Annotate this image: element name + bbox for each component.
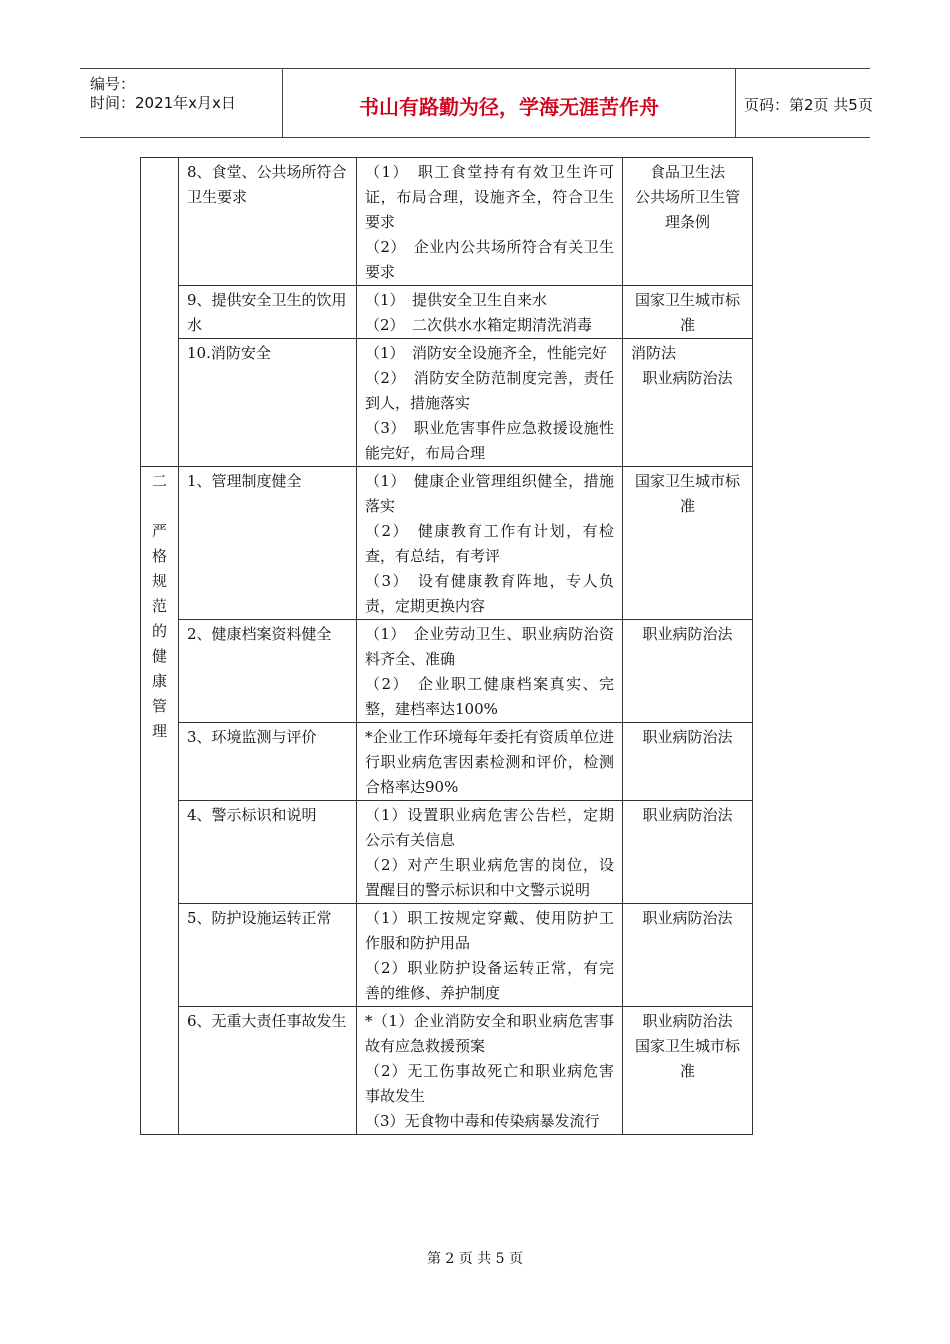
standards-table: [140, 157, 753, 1135]
table-row: [141, 620, 753, 723]
item-cell: 8、食堂、公共场所符合卫生要求: [179, 158, 357, 286]
requirement-line: （3） 设有健康教育阵地，专人负责，定期更换内容: [365, 572, 614, 615]
category-cell-1: [141, 158, 179, 467]
requirement-line: （3） 职业危害事件应急救援设施性能完好，布局合理: [365, 419, 614, 462]
requirement-line: （1）职工按规定穿戴、使用防护工作服和防护用品: [365, 909, 614, 952]
requirement-line: （1） 消防安全设施齐全，性能完好: [365, 344, 608, 362]
requirement-line: （3）无食物中毒和传染病暴发流行: [365, 1112, 600, 1130]
requirement-cell: [357, 904, 623, 1007]
requirement-line: （2） 企业职工健康档案真实、完整，建档率达100%: [365, 675, 614, 718]
requirement-cell: [357, 158, 623, 286]
law-cell: [623, 723, 753, 801]
law-name: 国家卫生城市标准: [634, 1037, 740, 1080]
header-page-number: 页码：第2页 共5页: [744, 96, 873, 114]
law-name: 国家卫生城市标准: [634, 291, 740, 334]
law-name: 职业病防治法: [642, 1012, 733, 1030]
category-char: 管: [151, 697, 167, 715]
requirement-line: （2）对产生职业病危害的岗位，设置醒目的警示标识和中文警示说明: [365, 856, 614, 899]
law-name: 职业病防治法: [642, 909, 733, 927]
requirement-cell: [357, 286, 623, 339]
table-row: [141, 801, 753, 904]
law-cell: [623, 1007, 753, 1135]
law-cell: [623, 904, 753, 1007]
requirement-line: （1）设置职业病危害公告栏，定期公示有关信息: [365, 806, 614, 849]
category-char: 格: [151, 547, 167, 565]
page-footer: 第 2 页 共 5 页: [426, 1251, 524, 1267]
requirement-line: *企业工作环境每年委托有资质单位进行职业病危害因素检测和评价，检测合格率达90%: [365, 728, 614, 796]
law-cell: [623, 158, 753, 286]
header-page-cell: [734, 69, 873, 137]
requirement-cell: [357, 723, 623, 801]
document-time-label: 时间：2021年x月x日: [90, 94, 236, 112]
item-cell: 1、管理制度健全: [179, 467, 357, 620]
law-name: 职业病防治法: [642, 806, 733, 824]
requirement-line: *（1）企业消防安全和职业病危害事故有应急救援预案: [365, 1012, 614, 1055]
law-cell: [623, 467, 753, 620]
category-char: [145, 494, 174, 519]
table-row: [141, 1007, 753, 1135]
category-char: 理: [151, 722, 167, 740]
table-row: [141, 158, 753, 286]
document-number-label: 编号：: [90, 75, 136, 93]
category-char: 健: [151, 647, 167, 665]
category-cell-2: [141, 467, 179, 1135]
table-row: [141, 723, 753, 801]
requirement-cell: [357, 339, 623, 467]
table-row: [141, 286, 753, 339]
law-cell: [623, 620, 753, 723]
requirement-cell: [357, 467, 623, 620]
item-cell: 2、健康档案资料健全: [179, 620, 357, 723]
item-cell: 10.消防安全: [179, 339, 357, 467]
category-char: 的: [151, 622, 167, 640]
category-char: 严: [151, 522, 167, 540]
law-name: 职业病防治法: [642, 369, 733, 387]
requirement-line: （1） 健康企业管理组织健全，措施落实: [365, 472, 614, 515]
table-row: [141, 339, 753, 467]
requirement-line: （2） 二次供水水箱定期清洗消毒: [365, 316, 593, 334]
law-name: 消防法: [631, 344, 677, 362]
header-motto: 书山有路勤为径，学海无涯苦作舟: [359, 95, 659, 119]
law-cell: [623, 339, 753, 467]
requirement-cell: [357, 620, 623, 723]
header-motto-cell: [282, 69, 736, 137]
law-name: 食品卫生法: [649, 163, 725, 181]
item-cell: 9、提供安全卫生的饮用水: [179, 286, 357, 339]
requirement-cell: [357, 801, 623, 904]
requirement-line: （2）职业防护设备运转正常，有完善的维修、养护制度: [365, 959, 614, 1002]
item-cell: 6、无重大责任事故发生: [179, 1007, 357, 1135]
law-name: 职业病防治法: [642, 728, 733, 746]
law-name: 国家卫生城市标准: [634, 472, 740, 515]
header-meta-cell: [80, 69, 282, 137]
category-char: 规: [151, 572, 167, 590]
requirement-line: （1） 职工食堂持有有效卫生许可证，布局合理，设施齐全，符合卫生要求: [365, 163, 614, 231]
item-cell: 4、警示标识和说明: [179, 801, 357, 904]
requirement-line: （2） 企业内公共场所符合有关卫生要求: [365, 238, 614, 281]
requirement-line: （2）无工伤事故死亡和职业病危害事故发生: [365, 1062, 614, 1105]
table-row: [141, 467, 753, 620]
category-char: 二: [151, 472, 167, 490]
requirement-line: （1） 提供安全卫生自来水: [365, 291, 548, 309]
requirement-line: （1） 企业劳动卫生、职业病防治资料齐全、准确: [365, 625, 614, 668]
requirement-cell: [357, 1007, 623, 1135]
law-name: 职业病防治法: [642, 625, 733, 643]
item-cell: 5、防护设施运转正常: [179, 904, 357, 1007]
table-row: [141, 904, 753, 1007]
category-char: 范: [151, 597, 167, 615]
law-cell: [623, 286, 753, 339]
category-char: 康: [151, 672, 167, 690]
requirement-line: （2） 消防安全防范制度完善，责任到人，措施落实: [365, 369, 614, 412]
law-cell: [623, 801, 753, 904]
page-header: [80, 68, 873, 138]
item-cell: 3、环境监测与评价: [179, 723, 357, 801]
requirement-line: （2） 健康教育工作有计划，有检查，有总结，有考评: [365, 522, 614, 565]
law-name: 公共场所卫生管理条例: [634, 188, 740, 231]
